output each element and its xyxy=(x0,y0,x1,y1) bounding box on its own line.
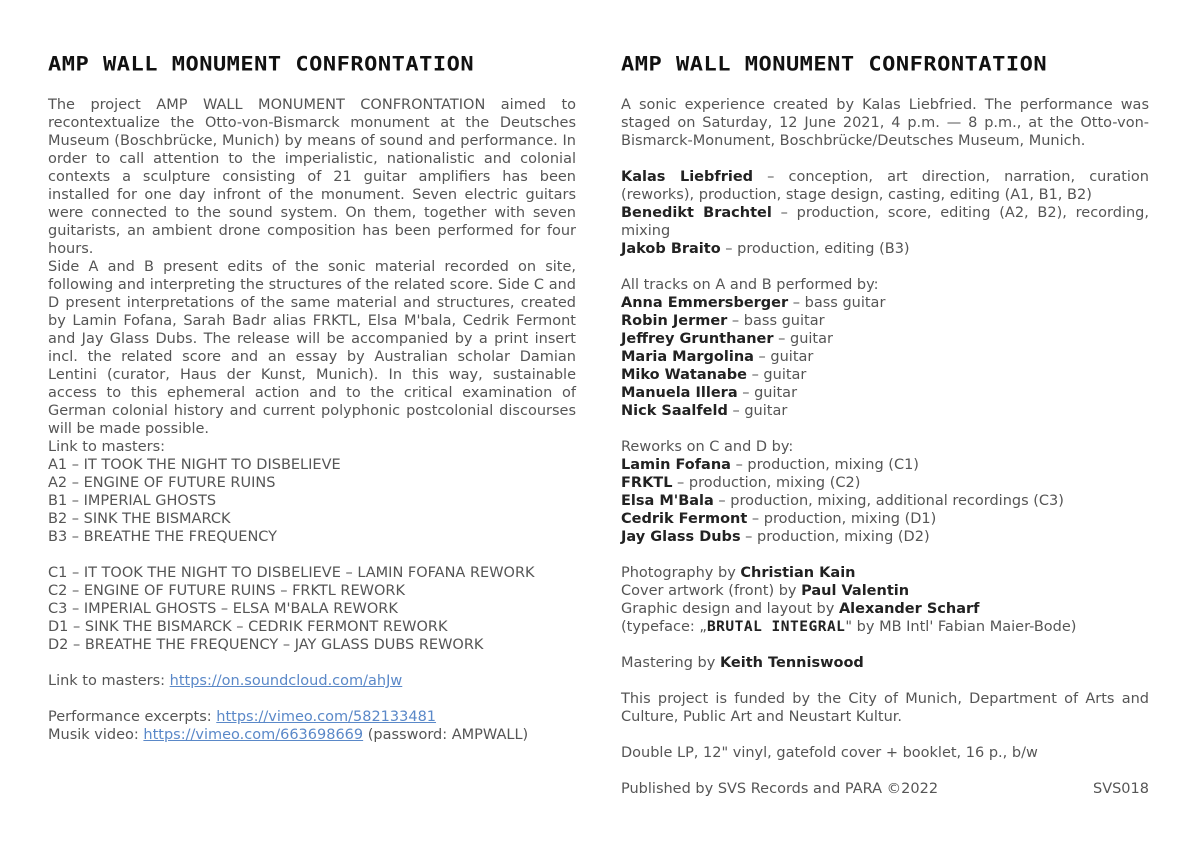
video-link-label: Musik video: xyxy=(48,727,144,743)
publisher-footer xyxy=(621,780,1149,798)
design-credit-name: Alexander Scharf xyxy=(838,601,980,617)
performers-list xyxy=(621,294,1149,420)
rework-name: FRKTL xyxy=(621,475,673,491)
performer-role: – bass guitar xyxy=(788,295,886,311)
credit-role: – production, editing (B3) xyxy=(720,241,910,257)
rework-role: – production, mixing, additional recordings (C3) xyxy=(713,493,1064,509)
performer-name: Jeffrey Grunthaner xyxy=(621,331,774,347)
tracklist-ab xyxy=(48,456,576,546)
performance-link-line xyxy=(48,708,576,726)
rework-item xyxy=(621,474,1149,492)
performance-vimeo-link[interactable]: https://vimeo.com/582133481 xyxy=(216,709,437,725)
track-item: B1 – IMPERIAL GHOSTS xyxy=(48,493,217,509)
photo-credit-label: Photography by xyxy=(621,565,741,581)
track-item: D2 – BREATHE THE FREQUENCY – JAY GLASS DUBS REWORK xyxy=(48,637,484,653)
soundcloud-link[interactable]: https://on.soundcloud.com/ahJw xyxy=(169,673,403,689)
performer-item xyxy=(621,384,1149,402)
performer-name: Anna Emmersberger xyxy=(621,295,789,311)
performer-name: Maria Margolina xyxy=(621,349,754,365)
project-description: The project AMP WALL MONUMENT CONFRONTATION aimed to recontextualize the Otto-von-Bismarck monument at the Deutsches Museum (Boschbrücke, Munich) by means of sound and performance. In order to call attention to the imperialistic, nationalistic and colonial contexts a sculpture consisting of 21 guitar amplifiers has been installed for one day infront of the monument. Seven electric guitars were connected to the sound system. On them, together with seven guitarists, an ambient drone composition has been performed for four hours. xyxy=(48,97,576,257)
credit-item xyxy=(621,240,1149,258)
credit-name: Benedikt Brachtel xyxy=(621,205,772,221)
performer-name: Manuela Illera xyxy=(621,385,738,401)
rework-item xyxy=(621,492,1149,510)
performer-role: – guitar xyxy=(753,349,814,365)
performer-role: – guitar xyxy=(727,403,788,419)
credit-item xyxy=(621,204,1149,240)
credit-role: – production, score, editing (A2, B2), recording, mixing xyxy=(621,205,1149,239)
credit-role: – conception, art direction, narration, curation (reworks), production, stage design, casting, editing (A1, B1, B2) xyxy=(621,169,1149,203)
main-credits xyxy=(621,168,1149,258)
cover-credit-name: Paul Valentin xyxy=(801,583,910,599)
track-item: A2 – ENGINE OF FUTURE RUINS xyxy=(48,475,276,491)
left-page-title: AMP WALL MONUMENT CONFRONTATION xyxy=(48,53,475,76)
music-video-vimeo-link[interactable]: https://vimeo.com/663698669 xyxy=(143,727,364,743)
rework-name: Elsa M'Bala xyxy=(621,493,714,509)
rework-item xyxy=(621,528,1149,546)
tracklist-cd xyxy=(48,564,576,654)
typeface-name: BRUTAL INTEGRAL xyxy=(706,619,846,635)
rework-name: Lamin Fofana xyxy=(621,457,731,473)
cover-credit xyxy=(621,582,1149,600)
typeface-prefix: (typeface: „ xyxy=(621,619,707,635)
track-item: B3 – BREATHE THE FREQUENCY xyxy=(48,529,278,545)
cover-credit-label: Cover artwork (front) by xyxy=(621,583,802,599)
reworks-list xyxy=(621,456,1149,546)
masters-link-label: Link to masters: xyxy=(48,673,170,689)
track-item: B2 – SINK THE BISMARCK xyxy=(48,511,231,527)
performer-item xyxy=(621,312,1149,330)
performer-role: – guitar xyxy=(737,385,798,401)
typeface-credit xyxy=(621,618,1149,636)
video-link-line xyxy=(48,726,576,744)
design-credit xyxy=(621,600,1149,618)
track-item: C1 – IT TOOK THE NIGHT TO DISBELIEVE – LAMIN FOFANA REWORK xyxy=(48,565,535,581)
typeface-suffix: " by MB Intl' Fabian Maier-Bode) xyxy=(845,619,1077,635)
funding-text: This project is funded by the City of Munich, Department of Arts and Culture, Public Art and Neustart Kultur. xyxy=(621,691,1149,725)
reworks-heading: Reworks on C and D by: xyxy=(621,439,794,455)
rework-name: Cedrik Fermont xyxy=(621,511,748,527)
photo-credit-name: Christian Kain xyxy=(740,565,856,581)
credit-name: Kalas Liebfried xyxy=(621,169,754,185)
credit-name: Jakob Braito xyxy=(621,241,721,257)
mastering-name: Keith Tenniswood xyxy=(719,655,864,671)
performer-item xyxy=(621,348,1149,366)
rework-role: – production, mixing (D1) xyxy=(747,511,937,527)
rework-role: – production, mixing (D2) xyxy=(740,529,930,545)
track-item: C2 – ENGINE OF FUTURE RUINS – FRKTL REWORK xyxy=(48,583,405,599)
rework-role: – production, mixing (C2) xyxy=(672,475,861,491)
mastering-label: Mastering by xyxy=(621,655,720,671)
performer-name: Nick Saalfeld xyxy=(621,403,728,419)
masters-heading: Link to masters: xyxy=(48,439,166,455)
performer-item xyxy=(621,366,1149,384)
track-item: D1 – SINK THE BISMARCK – CEDRIK FERMONT REWORK xyxy=(48,619,448,635)
design-credit-label: Graphic design and layout by xyxy=(621,601,839,617)
rework-name: Jay Glass Dubs xyxy=(621,529,741,545)
performer-name: Robin Jermer xyxy=(621,313,728,329)
right-page-body xyxy=(621,96,1149,798)
performer-role: – guitar xyxy=(746,367,807,383)
performer-item xyxy=(621,294,1149,312)
performer-item xyxy=(621,330,1149,348)
video-password: (password: AMPWALL) xyxy=(363,727,529,743)
rework-item xyxy=(621,456,1149,474)
performance-link-label: Performance excerpts: xyxy=(48,709,217,725)
performer-role: – bass guitar xyxy=(727,313,825,329)
photo-credit xyxy=(621,564,1149,582)
performer-item xyxy=(621,402,1149,420)
intro-text: A sonic experience created by Kalas Liebfried. The performance was staged on Saturday, 12 June 2021, 4 p.m. — 8 p.m., at the Otto-von-Bismarck-Monument, Boschbrücke/Deutsches Museum, Munich. xyxy=(621,97,1149,149)
published-by: Published by SVS Records and PARA ©2022 xyxy=(621,781,939,797)
performer-role: – guitar xyxy=(773,331,833,347)
format-text: Double LP, 12" vinyl, gatefold cover + booklet, 16 p., b/w xyxy=(621,745,1038,761)
track-item: A1 – IT TOOK THE NIGHT TO DISBELIEVE xyxy=(48,457,341,473)
performer-name: Miko Watanabe xyxy=(621,367,747,383)
sides-description: Side A and B present edits of the sonic material recorded on site, following and interpreting the structures of the related score. Side C and D present interpretations of the same material and structures, created by Lamin Fofana, Sarah Badr alias FRKTL, Elsa M'bala, Cedrik Fermont and Jay Glass Dubs. The release will be accompanied by a print insert incl. the related score and an essay by Australian scholar Damian Lentini (curator, Haus der Kunst, Munich). In this way, sustainable access to this ephemeral action and to the critical examination of German colonial history and current polyphonic postcolonial discourses will be made possible. xyxy=(48,259,576,437)
right-page-title: AMP WALL MONUMENT CONFRONTATION xyxy=(621,53,1048,76)
credit-item xyxy=(621,168,1149,204)
mastering-credit xyxy=(621,654,1149,672)
rework-role: – production, mixing (C1) xyxy=(730,457,919,473)
rework-item xyxy=(621,510,1149,528)
masters-link-line xyxy=(48,672,576,690)
catalog-number: SVS018 xyxy=(1092,781,1149,797)
track-item: C3 – IMPERIAL GHOSTS – ELSA M'BALA REWORK xyxy=(48,601,398,617)
performers-heading: All tracks on A and B performed by: xyxy=(621,277,879,293)
left-page-body xyxy=(48,96,576,744)
